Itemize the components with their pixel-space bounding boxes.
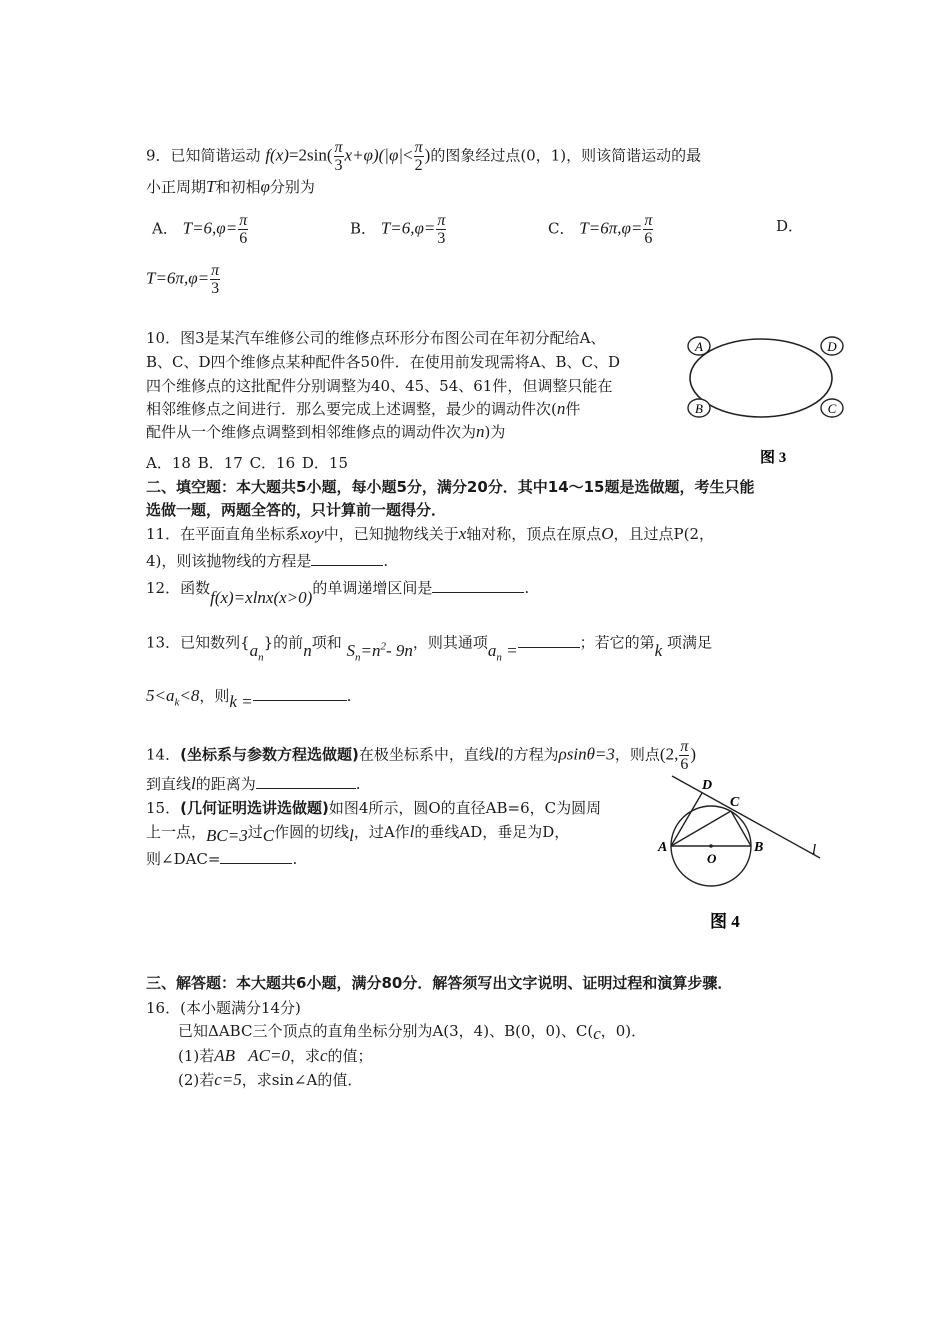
q11-line1: 11．在平面直角坐标系xoy中，已知抛物线关于x轴对称，顶点在原点O，且过点P(2， xyxy=(146,524,715,543)
center-dot xyxy=(709,844,713,848)
svg-text:D: D xyxy=(702,778,713,793)
q10-line5: 配件从一个维修点调整到相邻维修点的调动件次为n)为 xyxy=(146,422,506,441)
q16-part2: (2)若c=5，求sin∠A的值． xyxy=(178,1070,363,1089)
q12-answer-blank[interactable] xyxy=(432,576,524,593)
q16-title: 16．(本小题满分14分) xyxy=(146,999,301,1017)
q10-line1: 10．图3是某汽车维修公司的维修点环形分布图公司在年初分配给A、 xyxy=(146,329,606,347)
section3-heading: 三、解答题：本大题共6小题，满分80分．解答须写出文字说明、证明过程和演算步骤． xyxy=(146,974,733,992)
section2-heading-line2: 选做一题，两题全答的，只计算前一题得分． xyxy=(146,501,447,519)
q11-answer-blank[interactable] xyxy=(311,549,383,566)
q9-line1: 9．已知简谐运动 f(x)=2sin( $\frac{\pi}{3}$ x+φ)(|φ|< $\frac{\pi}{2}$ )的图象经过点(0，1)，则该简谐运动的最 xyxy=(146,139,702,174)
q13-line1: 13．已知数列$\{a_n\}$的前n项和 $S_n=n^2-$ 9n，则其通项$a_n$ = ；若它的第k 项满足 xyxy=(146,627,712,660)
q9-frac-pi-2: $\frac{\pi}{2}$ xyxy=(414,139,423,174)
node-a xyxy=(688,337,710,355)
q9-func: f(x) xyxy=(265,145,289,165)
svg-text:B: B xyxy=(695,401,703,416)
svg-text:C: C xyxy=(730,795,740,810)
q10-line2: B、C、D四个维修点某种配件各50件．在使用前发现需将A、B、C、D xyxy=(146,353,620,371)
segment-ad xyxy=(671,793,702,846)
q9-option-d: T=6π,φ= $\frac{\pi}{3}$ xyxy=(146,262,220,297)
q9-option-d-label: D． xyxy=(776,217,804,235)
ring-route xyxy=(690,339,832,417)
section2-heading-line1: 二、填空题：本大题共5小题，每小题5分，满分20分．其中14～15题是选做题，考生只能 xyxy=(146,478,755,496)
q13-answer-blank-1[interactable] xyxy=(518,631,580,648)
svg-text:D: D xyxy=(827,339,837,354)
q9-option-a: A． T=6,φ= $\frac{\pi}{6}$ xyxy=(152,212,248,247)
q16-line1: 已知ΔABC三个顶点的直角坐标分别为A(3，4)、B(0，0)、C(c，0)． xyxy=(178,1022,647,1043)
svg-text:B: B xyxy=(754,840,764,855)
segment-cb xyxy=(731,811,751,846)
svg-text:C: C xyxy=(827,401,837,416)
q14-answer-blank[interactable] xyxy=(256,772,356,789)
q14-line2: 到直线l的距离为 . xyxy=(146,774,361,793)
q9-frac-pi-3: $\frac{\pi}{3}$ xyxy=(334,139,343,174)
q10-line4: 相邻维修点之间进行．那么要完成上述调整，最少的调动件次(n件 xyxy=(146,399,581,418)
q15-line1: 15．(几何证明选讲选做题)如图4所示，圆O的直径AB=6，C为圆周 xyxy=(146,799,602,817)
q12-line: 12．函数f(x)=xlnx(x>0)的单调递增区间是 . xyxy=(146,576,529,599)
q16-part1: (1)若AB⃞AC=0，求c的值； xyxy=(178,1046,373,1065)
figure-4-caption: 图 4 xyxy=(710,912,740,931)
q9-option-c: C． T=6π,φ= $\frac{\pi}{6}$ xyxy=(548,212,653,247)
q13-answer-blank-2[interactable] xyxy=(253,684,347,701)
figure-3-caption: 图 3 xyxy=(760,450,787,466)
q15-line3: 则∠DAC= . xyxy=(146,847,297,870)
svg-text:A: A xyxy=(695,339,703,354)
node-d xyxy=(821,337,843,355)
q9-line2: 小正周期T和初相φ分别为 xyxy=(146,177,315,196)
figure-4 xyxy=(650,770,830,935)
node-c xyxy=(821,399,843,417)
q10-options: A．18 B．17 C．16 D．15 xyxy=(146,454,349,472)
q11-line2: 4)，则该抛物线的方程是 . xyxy=(146,549,388,572)
q14-line1: 14．(坐标系与参数方程选做题)在极坐标系中，直线l的方程为ρsinθ=3，则点(2, $\frac{\pi}{6}$ ) xyxy=(146,738,697,773)
q15-answer-blank[interactable] xyxy=(220,847,292,864)
svg-text:A: A xyxy=(658,840,668,855)
node-b xyxy=(688,399,710,417)
q13-line2: $5<a_k<8$，则k = . xyxy=(146,686,352,711)
q10-line3: 四个维修点的这批配件分别调整为40、45、54、61件，但调整只能在 xyxy=(146,377,613,395)
q15-line2: 上一点，BC=3过C作圆的切线l，过A作l的垂线AD，垂足为D， xyxy=(146,822,570,845)
segment-ac xyxy=(671,811,731,846)
svg-text:l: l xyxy=(812,842,817,858)
q9-option-b: B． T=6,φ= $\frac{\pi}{3}$ xyxy=(350,212,446,247)
svg-text:O: O xyxy=(707,851,717,866)
figure-3 xyxy=(680,330,855,470)
